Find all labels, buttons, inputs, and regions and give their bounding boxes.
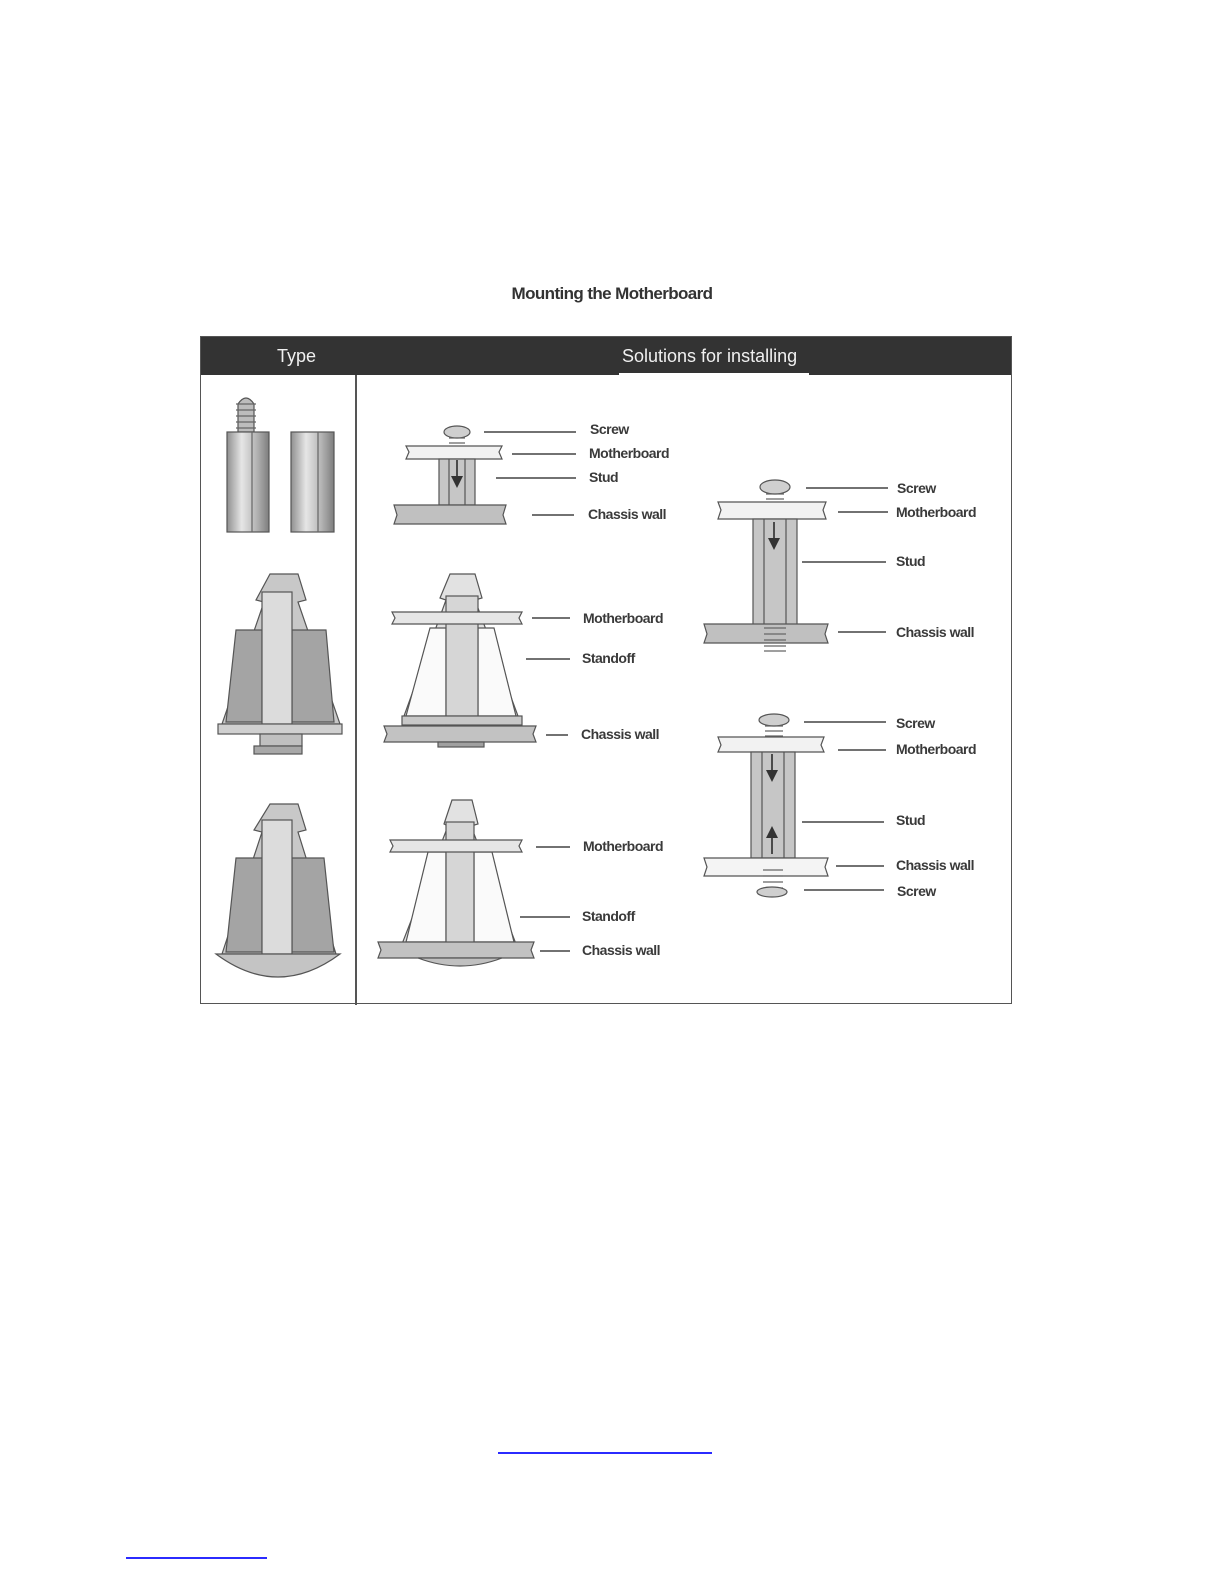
- label-motherboard: Motherboard: [583, 838, 664, 854]
- corner-link[interactable]: [126, 1557, 267, 1559]
- label-screw: Screw: [897, 883, 936, 899]
- label-standoff: Standoff: [582, 650, 635, 666]
- footer-link[interactable]: [498, 1452, 712, 1454]
- label-motherboard: Motherboard: [896, 504, 977, 520]
- label-chassis-wall: Chassis wall: [581, 726, 660, 742]
- column-header-solutions: Solutions for installing: [622, 346, 798, 366]
- page-title: Mounting the Motherboard: [511, 284, 713, 303]
- label-motherboard: Motherboard: [589, 445, 670, 461]
- label-chassis-wall: Chassis wall: [582, 942, 661, 958]
- label-chassis-wall: Chassis wall: [896, 857, 975, 873]
- diagram-stud-threaded: [704, 480, 828, 651]
- column-header-type: Type: [277, 346, 317, 366]
- diagram-standoff-flanged: [384, 574, 536, 747]
- label-screw: Screw: [897, 480, 936, 496]
- type-round-standoff-icon: [216, 804, 340, 977]
- label-screw: Screw: [896, 715, 935, 731]
- label-motherboard: Motherboard: [583, 610, 664, 626]
- label-screw: Screw: [590, 421, 629, 437]
- diagram-stud-double-screw: [704, 714, 828, 897]
- label-chassis-wall: Chassis wall: [588, 506, 667, 522]
- label-chassis-wall: Chassis wall: [896, 624, 975, 640]
- type-flanged-standoff-icon: [218, 574, 342, 754]
- label-standoff: Standoff: [582, 908, 635, 924]
- diagram-standoff-round: [378, 800, 534, 966]
- label-motherboard: Motherboard: [896, 741, 977, 757]
- diagram-stud-small: [394, 426, 506, 524]
- type-threaded-stud-icon: [227, 398, 334, 532]
- label-stud: Stud: [896, 812, 926, 828]
- label-stud: Stud: [896, 553, 926, 569]
- label-stud: Stud: [589, 469, 619, 485]
